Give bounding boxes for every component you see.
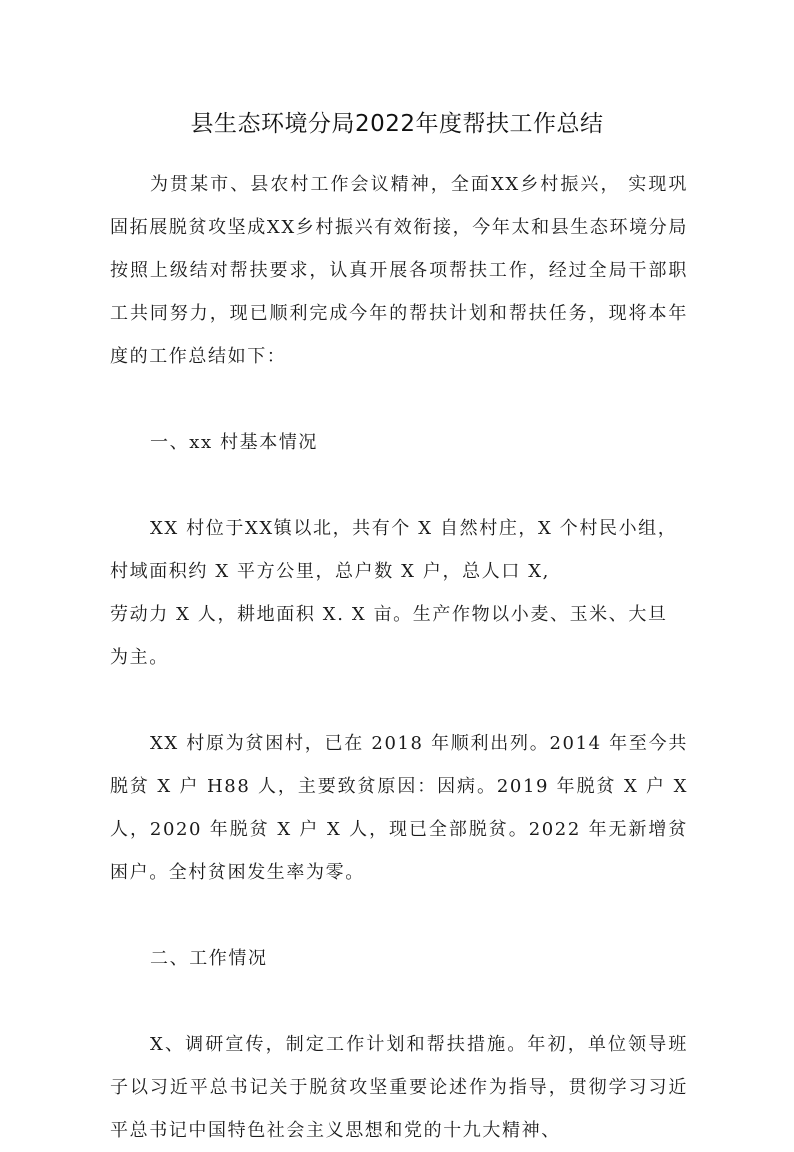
text-line: 为主。 <box>110 647 169 668</box>
section-2-heading: 二、工作情况 <box>150 948 268 969</box>
paragraph-spacer <box>110 980 688 1023</box>
paragraph-spacer <box>110 378 688 421</box>
section-2-paragraph-1: X、调研宣传，制定工作计划和帮扶措施。年初，单位领导班子以习近平总书记关于脱贫攻坚重要论述作为指导，贯彻学习习近平总书记中国特色社会主义思想和党的十九大精神、 <box>110 1034 688 1141</box>
section-1-paragraph-1 <box>70 507 688 679</box>
section-1-paragraph-2: XX 村原为贫困村，已在 2018 年顺利出列。2014 年至今共脱贫 X 户 H88 人，主要致贫原因：因病。2019 年脱贫 X 户 X 人，2020 年脱贫 X 户 X 人，现已全部脱贫。2022 年无新增贫困户。全村贫困发生率为零。 <box>110 733 688 883</box>
document-body <box>110 163 688 1152</box>
paragraph-spacer <box>110 894 688 937</box>
paragraph-spacer <box>110 464 688 507</box>
document-title: 县生态环境分局2022年度帮扶工作总结 <box>190 111 604 137</box>
intro-paragraph: 为贯某市、县农村工作会议精神，全面XX乡村振兴， 实现巩固拓展脱贫攻坚成XX乡村振兴有效衔接，今年太和县生态环境分局按照上级结对帮扶要求，认真开展各项帮扶工作，经过全局干部职工共同努力，现已顺利完成今年的帮扶计划和帮扶任务，现将本年度的工作总结如下： <box>110 174 688 367</box>
section-1-heading: 一、xx 村基本情况 <box>150 432 319 453</box>
text-line: 劳动力 X 人，耕地面积 X. X 亩。生产作物以小麦、玉米、大旦 <box>110 604 668 625</box>
text-line: XX 村位于XX镇以北，共有个 X 自然村庄，X 个村民小组， <box>150 518 678 539</box>
paragraph-spacer <box>110 679 688 722</box>
text-line: 村域面积约 X 平方公里，总户数 X 户，总人口 X, <box>110 561 550 582</box>
